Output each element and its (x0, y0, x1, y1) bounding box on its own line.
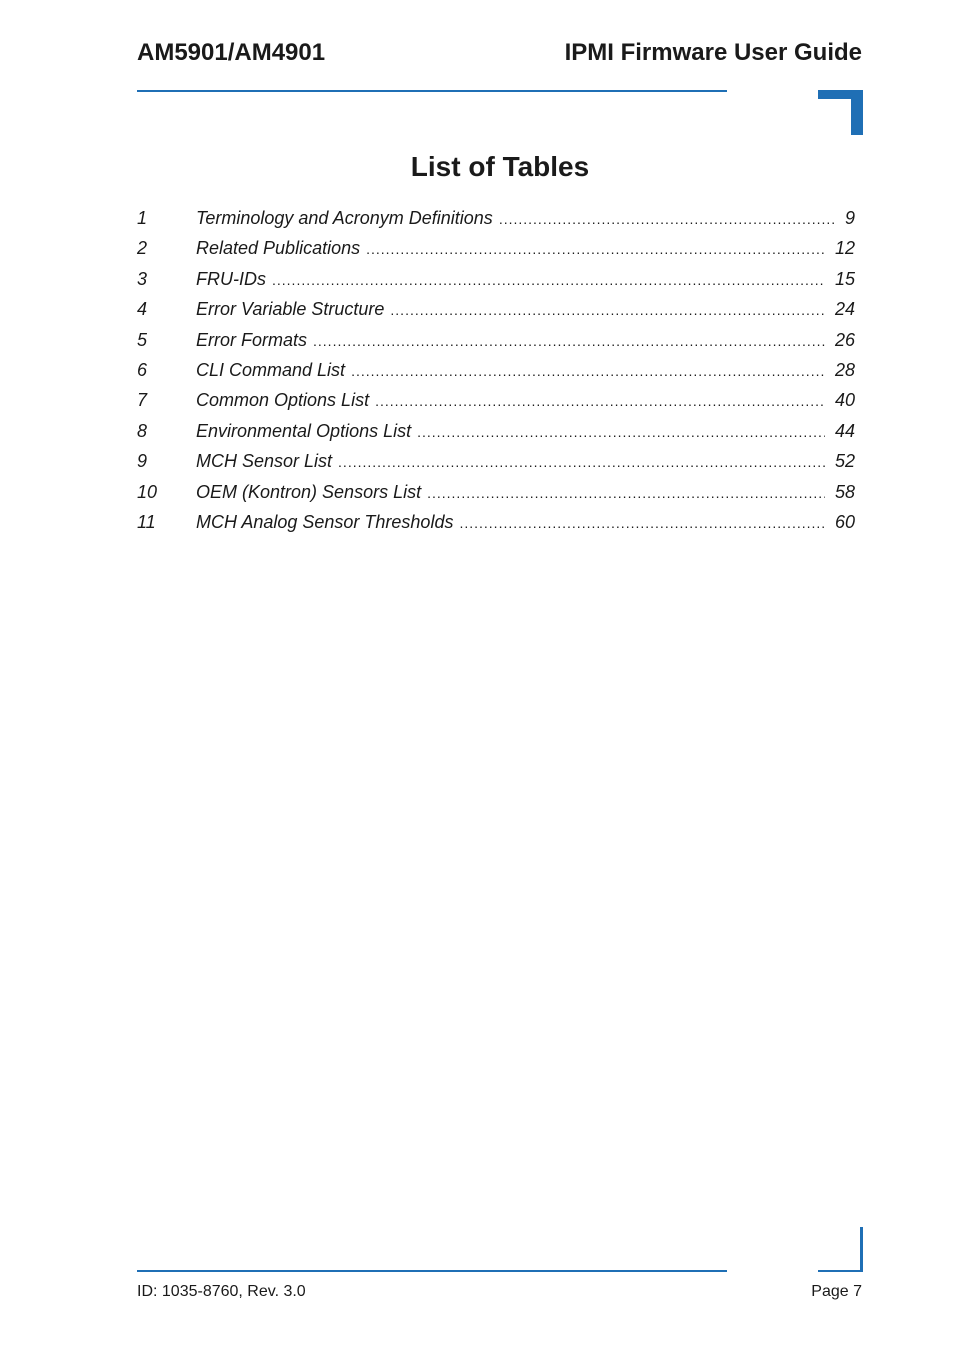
footer-rule (137, 1270, 727, 1272)
toc-entry-number: 11 (137, 511, 156, 532)
toc-entry[interactable] (137, 294, 855, 324)
toc-entry-page: 28 (834, 359, 855, 380)
toc-entry-page: 60 (834, 511, 855, 532)
footer-page-number: Page 7 (811, 1283, 862, 1300)
toc-dot-leader (417, 417, 825, 447)
toc-dot-leader (313, 326, 825, 356)
toc-entry-number: 10 (137, 481, 158, 502)
corner-mark-bottom-vertical (860, 1227, 863, 1272)
toc-entry-page: 9 (844, 208, 855, 228)
toc-entry-number: 6 (137, 359, 148, 380)
toc-entry-number: 7 (137, 390, 148, 411)
toc-entry-title: MCH Sensor List (196, 451, 333, 472)
toc-entry-number: 3 (137, 268, 148, 289)
toc-entry-title: Related Publications (196, 238, 361, 259)
toc-dot-leader (459, 508, 825, 538)
toc-entry[interactable] (137, 477, 855, 507)
page-title: List of Tables (410, 151, 590, 182)
toc-entry-page: 26 (834, 329, 855, 350)
toc-dot-leader (427, 478, 825, 508)
toc-entry-title: Environmental Options List (196, 420, 412, 441)
toc-entry-page: 15 (834, 268, 855, 289)
header-rule (137, 90, 727, 92)
toc-dot-leader (272, 265, 825, 295)
corner-mark-top-vertical (851, 90, 863, 135)
toc-entry-number: 4 (137, 299, 148, 320)
toc-entry-number: 8 (137, 420, 148, 441)
toc-entry-number: 1 (137, 208, 148, 228)
list-of-tables (137, 203, 855, 537)
toc-dot-leader (375, 386, 825, 416)
toc-entry-title: CLI Command List (196, 359, 346, 380)
toc-entry[interactable] (137, 203, 855, 233)
toc-dot-leader (499, 204, 835, 234)
toc-entry-page: 44 (834, 420, 855, 441)
toc-entry[interactable] (137, 325, 855, 355)
toc-entry-title: Common Options List (196, 390, 370, 411)
toc-entry-number: 5 (137, 329, 148, 350)
toc-entry-title: OEM (Kontron) Sensors List (196, 481, 422, 502)
toc-entry-page: 58 (834, 481, 855, 502)
toc-entry-title: MCH Analog Sensor Thresholds (196, 511, 454, 532)
toc-entry-title: Terminology and Acronym Definitions (196, 208, 493, 228)
toc-entry[interactable] (137, 233, 855, 263)
toc-entry[interactable] (137, 416, 855, 446)
toc-entry-title: Error Variable Structure (196, 299, 385, 320)
toc-entry[interactable] (137, 264, 855, 294)
toc-entry-title: FRU-IDs (196, 268, 266, 289)
header-product: AM5901/AM4901 (137, 39, 326, 66)
toc-entry-page: 52 (834, 451, 855, 472)
toc-entry-page: 12 (834, 238, 855, 259)
toc-entry[interactable] (137, 446, 855, 476)
toc-entry-page: 24 (834, 299, 855, 320)
toc-entry[interactable] (137, 385, 855, 415)
toc-entry-number: 2 (137, 238, 148, 259)
toc-dot-leader (338, 447, 825, 477)
toc-dot-leader (366, 234, 825, 264)
footer-doc-id: ID: 1035-8760, Rev. 3.0 (137, 1283, 306, 1300)
toc-entry[interactable] (137, 507, 855, 537)
toc-dot-leader (390, 295, 825, 325)
toc-entry[interactable] (137, 355, 855, 385)
toc-entry-title: Error Formats (196, 329, 308, 350)
header-guide-title: IPMI Firmware User Guide (564, 39, 862, 66)
toc-dot-leader (351, 356, 825, 386)
corner-mark-bottom (818, 1270, 863, 1272)
toc-entry-number: 9 (137, 451, 148, 472)
toc-entry-page: 40 (834, 390, 855, 411)
